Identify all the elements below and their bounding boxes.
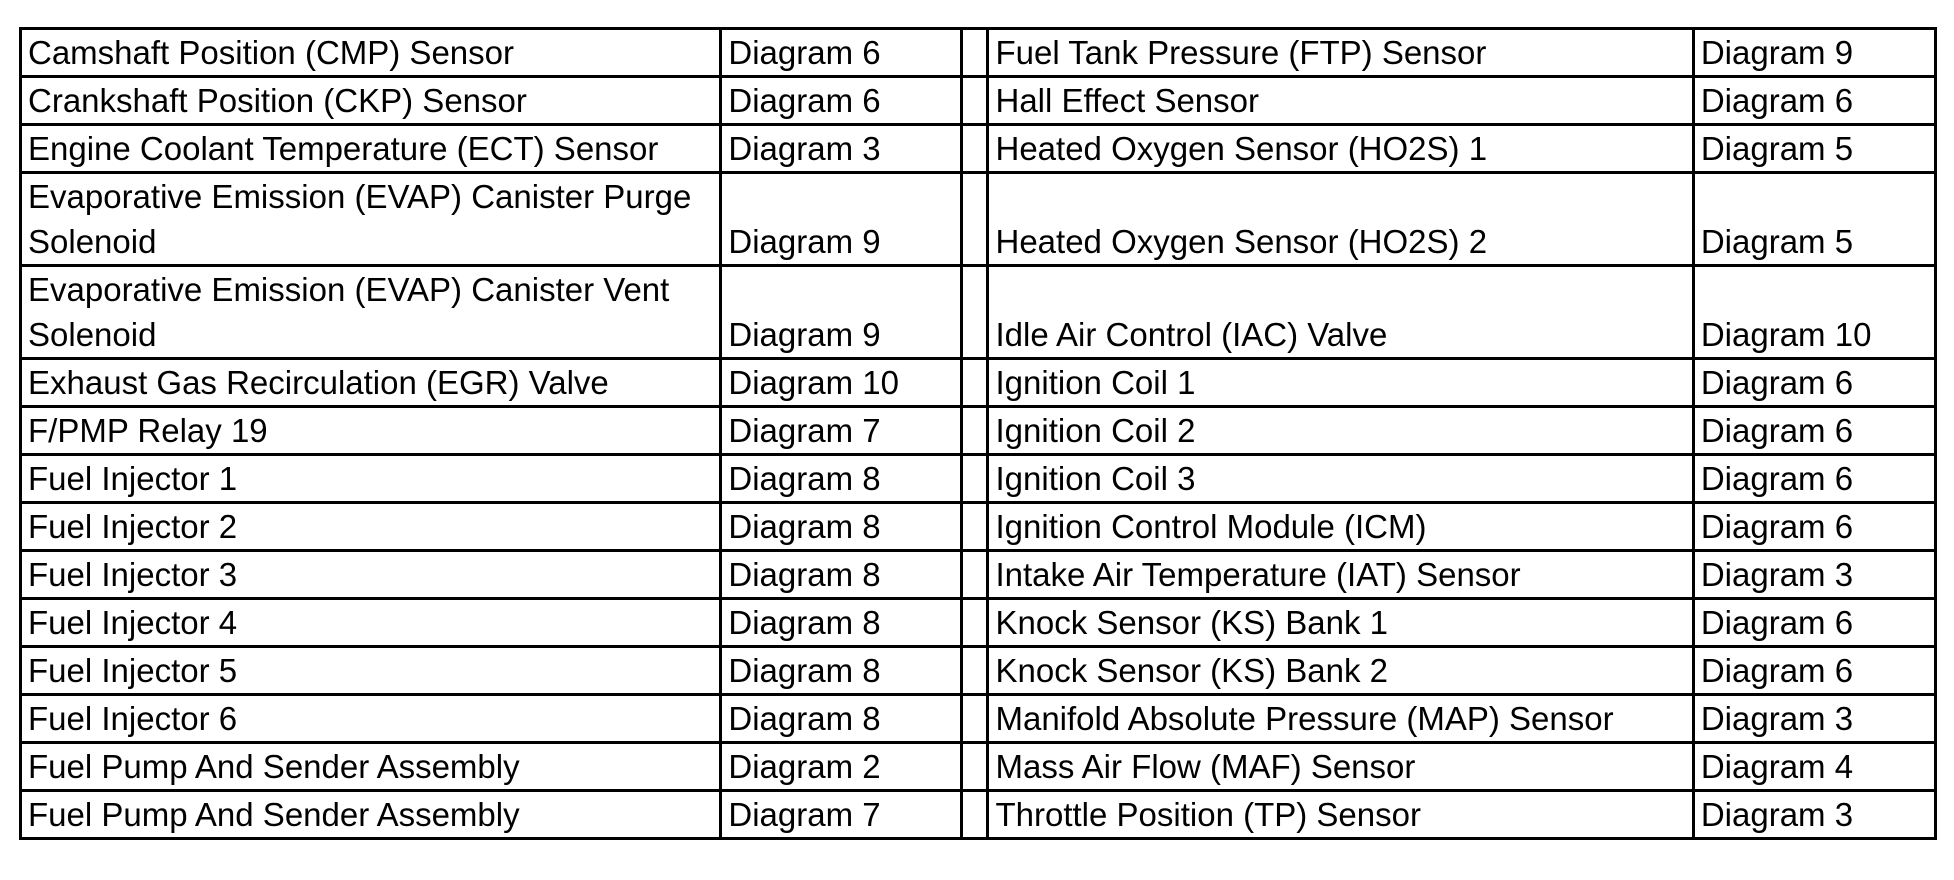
component-name-cell: Fuel Pump And Sender Assembly [21,743,721,791]
component-diagram-index-table [19,27,1937,840]
table-row [21,359,1936,407]
component-name-cell: Intake Air Temperature (IAT) Sensor [988,551,1693,599]
component-name-cell: Fuel Injector 5 [21,647,721,695]
table-row [21,599,1936,647]
component-name-cell: Heated Oxygen Sensor (HO2S) 2 [988,173,1693,266]
diagram-reference-cell: Diagram 9 [721,266,962,359]
diagram-reference-cell: Diagram 3 [721,125,962,173]
diagram-reference-cell: Diagram 10 [1693,266,1935,359]
component-name-cell: Throttle Position (TP) Sensor [988,791,1693,839]
table-row [21,695,1936,743]
diagram-reference-cell: Diagram 7 [721,407,962,455]
component-name-cell: Fuel Injector 4 [21,599,721,647]
diagram-reference-cell: Diagram 8 [721,551,962,599]
component-name-cell: Knock Sensor (KS) Bank 1 [988,599,1693,647]
diagram-reference-cell: Diagram 5 [1693,173,1935,266]
diagram-reference-cell: Diagram 3 [1693,695,1935,743]
component-name-cell: Heated Oxygen Sensor (HO2S) 1 [988,125,1693,173]
component-name-cell: Evaporative Emission (EVAP) Canister Purge Solenoid [21,173,721,266]
table-row [21,29,1936,77]
component-name-cell: Engine Coolant Temperature (ECT) Sensor [21,125,721,173]
table-row [21,407,1936,455]
diagram-reference-cell: Diagram 6 [1693,599,1935,647]
column-gap-cell [962,125,988,173]
diagram-reference-cell: Diagram 7 [721,791,962,839]
table-row [21,77,1936,125]
table-row [21,743,1936,791]
table-row [21,791,1936,839]
component-name-cell: Fuel Injector 6 [21,695,721,743]
diagram-reference-cell: Diagram 2 [721,743,962,791]
column-gap-cell [962,551,988,599]
table-row [21,551,1936,599]
component-name-cell: Camshaft Position (CMP) Sensor [21,29,721,77]
diagram-reference-cell: Diagram 3 [1693,791,1935,839]
table-row [21,647,1936,695]
diagram-reference-cell: Diagram 6 [1693,407,1935,455]
column-gap-cell [962,743,988,791]
component-name-cell: Manifold Absolute Pressure (MAP) Sensor [988,695,1693,743]
table-row [21,173,1936,266]
diagram-reference-cell: Diagram 6 [1693,647,1935,695]
component-name-cell: Fuel Injector 1 [21,455,721,503]
component-name-cell: Mass Air Flow (MAF) Sensor [988,743,1693,791]
component-name-cell: Knock Sensor (KS) Bank 2 [988,647,1693,695]
diagram-reference-cell: Diagram 6 [1693,77,1935,125]
column-gap-cell [962,647,988,695]
column-gap-cell [962,173,988,266]
component-name-cell: Ignition Coil 3 [988,455,1693,503]
diagram-reference-cell: Diagram 6 [721,77,962,125]
diagram-reference-cell: Diagram 4 [1693,743,1935,791]
diagram-reference-cell: Diagram 6 [1693,503,1935,551]
diagram-reference-cell: Diagram 5 [1693,125,1935,173]
column-gap-cell [962,455,988,503]
diagram-reference-cell: Diagram 6 [1693,455,1935,503]
diagram-reference-cell: Diagram 9 [1693,29,1935,77]
component-name-cell: Crankshaft Position (CKP) Sensor [21,77,721,125]
diagram-reference-cell: Diagram 8 [721,647,962,695]
diagram-reference-cell: Diagram 8 [721,503,962,551]
column-gap-cell [962,29,988,77]
component-name-cell: Ignition Coil 1 [988,359,1693,407]
component-name-cell: Exhaust Gas Recirculation (EGR) Valve [21,359,721,407]
diagram-reference-cell: Diagram 6 [1693,359,1935,407]
diagram-reference-cell: Diagram 3 [1693,551,1935,599]
column-gap-cell [962,77,988,125]
column-gap-cell [962,359,988,407]
column-gap-cell [962,407,988,455]
component-name-cell: Hall Effect Sensor [988,77,1693,125]
diagram-reference-cell: Diagram 9 [721,173,962,266]
component-name-cell: Fuel Injector 2 [21,503,721,551]
table-row [21,455,1936,503]
column-gap-cell [962,791,988,839]
diagram-reference-cell: Diagram 8 [721,455,962,503]
table-row [21,503,1936,551]
column-gap-cell [962,695,988,743]
table-row [21,266,1936,359]
diagram-reference-cell: Diagram 8 [721,695,962,743]
table-row [21,125,1936,173]
component-name-cell: Ignition Coil 2 [988,407,1693,455]
component-name-cell: Ignition Control Module (ICM) [988,503,1693,551]
column-gap-cell [962,266,988,359]
diagram-reference-cell: Diagram 8 [721,599,962,647]
component-name-cell: Fuel Tank Pressure (FTP) Sensor [988,29,1693,77]
column-gap-cell [962,599,988,647]
component-name-cell: Fuel Injector 3 [21,551,721,599]
component-name-cell: Fuel Pump And Sender Assembly [21,791,721,839]
component-name-cell: Evaporative Emission (EVAP) Canister Vent Solenoid [21,266,721,359]
component-name-cell: F/PMP Relay 19 [21,407,721,455]
diagram-reference-cell: Diagram 10 [721,359,962,407]
component-name-cell: Idle Air Control (IAC) Valve [988,266,1693,359]
diagram-reference-cell: Diagram 6 [721,29,962,77]
table-body [21,29,1936,839]
column-gap-cell [962,503,988,551]
